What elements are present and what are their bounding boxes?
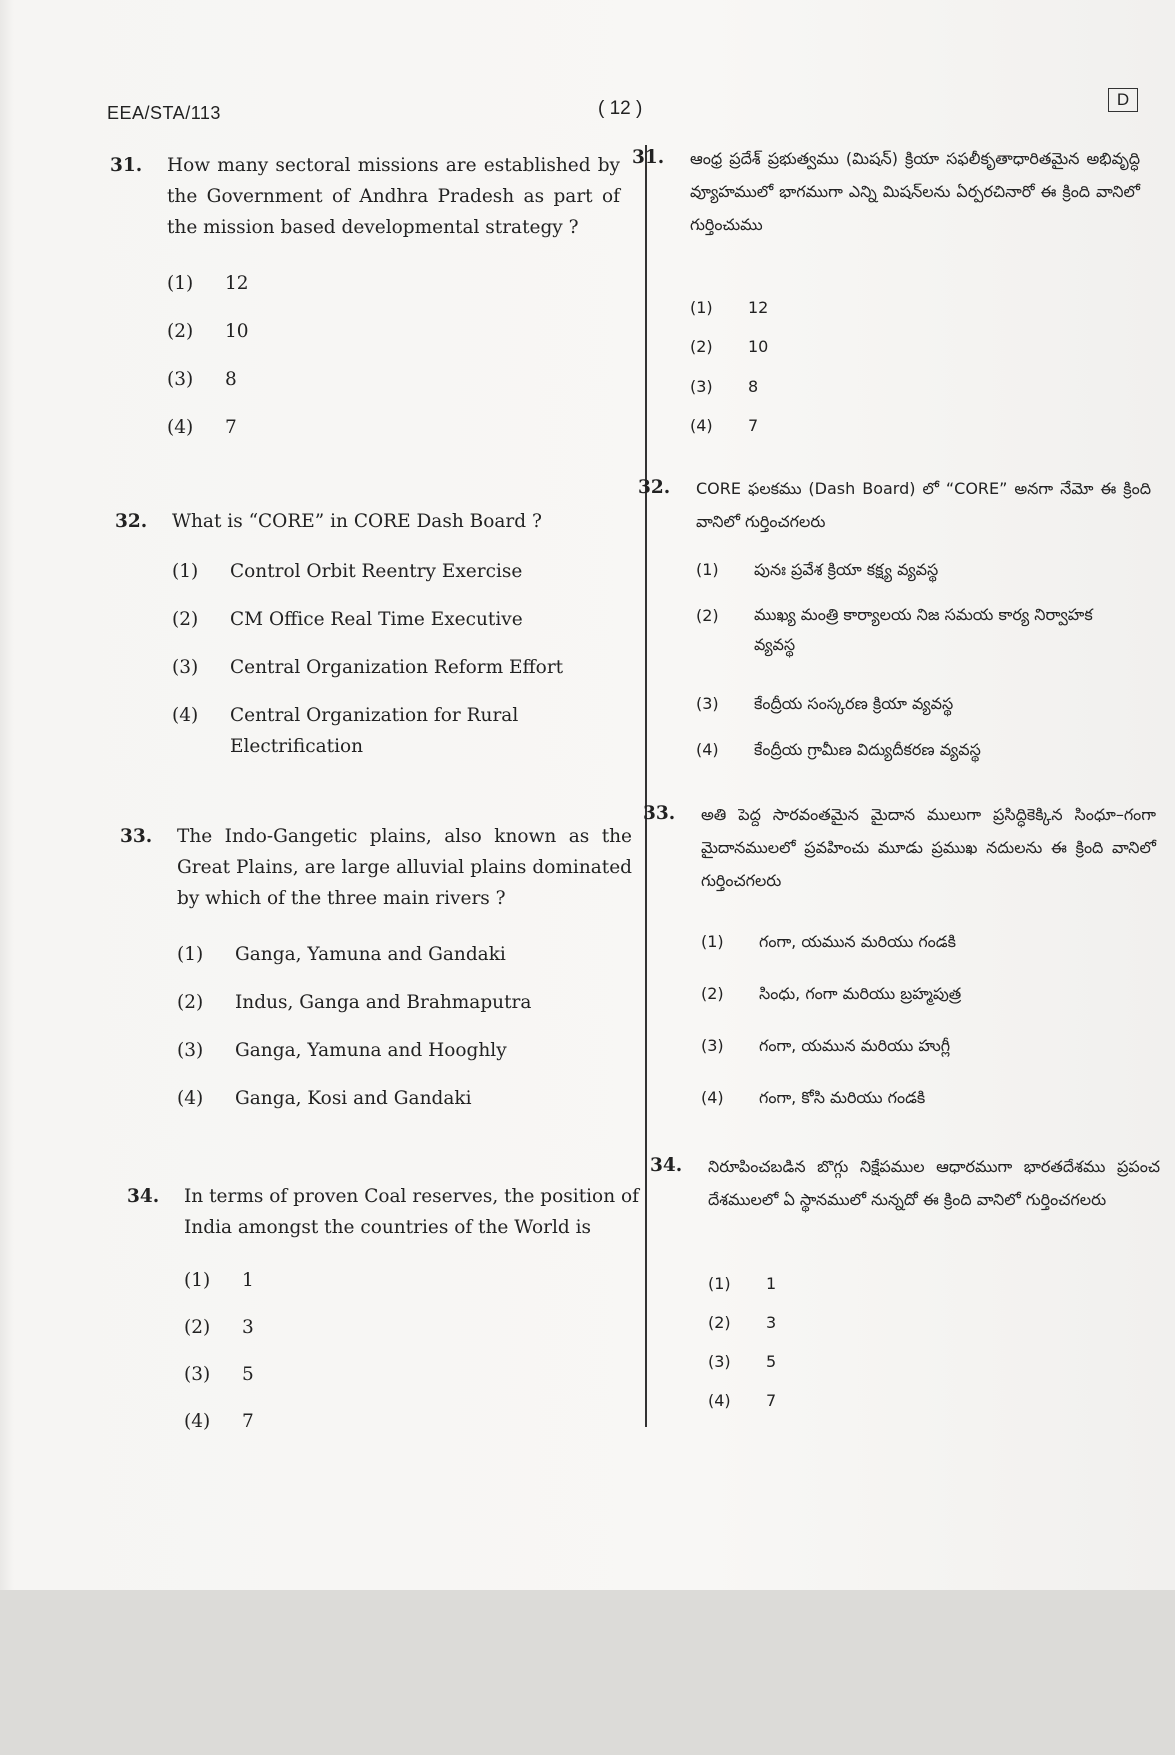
option-1 xyxy=(177,939,506,970)
option-text: Indus, Ganga and Brahmaputra xyxy=(235,992,532,1013)
option-4 xyxy=(167,412,237,443)
option-1 xyxy=(184,1265,254,1296)
question-text: The Indo-Gangetic plains, also known as the Great Plains, are large alluvial plains dominated by which of the three main rivers ? xyxy=(177,826,632,909)
option-text: 8 xyxy=(748,377,759,396)
question-text: అతి పెద్ద సారవంతమైన మైదాన ములుగా ప్రసిద్ధికెక్కిన సింధూ–గంగా మైదానములలో ప్రవహించు మూడు ప్రముఖ నదులను ఈ క్రింది వానిలో గుర్తించగలరు xyxy=(701,805,1156,890)
option-number: (2) xyxy=(690,337,713,356)
option-4 xyxy=(696,734,981,765)
option-number: (4) xyxy=(701,1088,724,1107)
option-number: (1) xyxy=(167,273,194,294)
option-text: 1 xyxy=(766,1274,777,1293)
option-number: (2) xyxy=(184,1317,211,1338)
option-2 xyxy=(177,987,531,1018)
option-1 xyxy=(701,926,956,957)
option-number: (1) xyxy=(172,561,199,582)
option-number: (2) xyxy=(177,992,204,1013)
option-2 xyxy=(708,1307,776,1338)
option-4 xyxy=(701,1082,925,1113)
option-number: (1) xyxy=(690,298,713,317)
option-text: CM Office Real Time Executive xyxy=(230,609,523,630)
column-divider xyxy=(645,145,647,1427)
question-number: 34. xyxy=(127,1186,160,1207)
option-4 xyxy=(690,410,758,441)
option-number: (4) xyxy=(172,705,199,726)
paper-code: EEA/STA/113 xyxy=(107,103,221,123)
option-text: 8 xyxy=(225,369,237,390)
question-number: 33. xyxy=(120,826,153,847)
option-number: (2) xyxy=(708,1313,731,1332)
question-number: 31. xyxy=(110,155,143,176)
option-text: 12 xyxy=(748,298,769,317)
option-number: (1) xyxy=(177,944,204,965)
option-2 xyxy=(184,1312,254,1343)
option-3 xyxy=(177,1035,507,1066)
option-1 xyxy=(172,556,522,587)
option-text: గంగా, కోసి మరియు గండకి xyxy=(759,1088,926,1107)
option-number: (1) xyxy=(696,560,719,579)
question-text: What is “CORE” in CORE Dash Board ? xyxy=(172,511,542,532)
option-number: (4) xyxy=(184,1411,211,1432)
option-text: 7 xyxy=(748,416,759,435)
option-4 xyxy=(172,700,627,762)
option-text: 5 xyxy=(766,1352,777,1371)
option-2 xyxy=(172,604,523,635)
question-text: How many sectoral missions are established by the Government of Andhra Pradesh as part of the mission based developmental strategy ? xyxy=(167,155,620,238)
option-3 xyxy=(708,1346,776,1377)
option-4 xyxy=(708,1385,776,1416)
option-3 xyxy=(690,371,758,402)
option-number: (3) xyxy=(167,369,194,390)
option-4 xyxy=(177,1083,472,1114)
option-2 xyxy=(167,316,249,347)
option-number: (1) xyxy=(184,1270,211,1291)
option-2 xyxy=(690,331,768,362)
option-text: Central Organization for Rural Electrification xyxy=(230,705,519,757)
option-3 xyxy=(184,1359,254,1390)
question-number: 31. xyxy=(632,147,665,168)
option-text: 1 xyxy=(242,1270,254,1291)
option-text: 12 xyxy=(225,273,249,294)
scan-bottom-edge xyxy=(0,1590,1175,1755)
option-number: (3) xyxy=(701,1036,724,1055)
option-3 xyxy=(696,688,953,719)
option-text: Control Orbit Reentry Exercise xyxy=(230,561,523,582)
option-text: Central Organization Reform Effort xyxy=(230,657,564,678)
option-text: కేంద్రీయ సంస్కరణ క్రియా వ్యవస్థ xyxy=(754,694,954,713)
option-text: 10 xyxy=(748,337,769,356)
option-number: (3) xyxy=(696,694,719,713)
booklet-set-box: D xyxy=(1108,88,1138,112)
option-text: ముఖ్య మంత్రి కార్యాలయ నిజ సమయ కార్య నిర్వాహక వ్యవస్థ xyxy=(754,605,1093,654)
option-text: 7 xyxy=(225,417,237,438)
question-text: నిరూపించబడిన బొగ్గు నిక్షేపముల ఆధారముగా భారతదేశము ప్రపంచ దేశములలో ఏ స్థానములో నున్నదో ఈ క్రింది వానిలో గుర్తించగలరు xyxy=(708,1157,1160,1209)
question-number: 32. xyxy=(638,477,671,498)
option-text: గంగా, యమున మరియు గండకి xyxy=(759,932,956,951)
option-text: 3 xyxy=(766,1313,777,1332)
question-text: CORE ఫలకము (Dash Board) లో “CORE” అనగా నేమో ఈ క్రింది వానిలో గుర్తించగలరు xyxy=(696,479,1151,531)
option-text: గంగా, యమున మరియు హుగ్లీ xyxy=(759,1036,951,1055)
option-1 xyxy=(696,554,938,585)
option-number: (4) xyxy=(177,1088,204,1109)
option-text: Ganga, Yamuna and Gandaki xyxy=(235,944,506,965)
option-text: సింధు, గంగా మరియు బ్రహ్మపుత్ర xyxy=(759,984,962,1003)
option-text: 3 xyxy=(242,1317,254,1338)
option-number: (3) xyxy=(690,377,713,396)
page-number: ( 12 ) xyxy=(598,98,643,119)
option-2 xyxy=(701,978,961,1009)
option-text: పునః ప్రవేశ క్రియా కక్ష్య వ్యవస్థ xyxy=(754,560,939,579)
option-number: (2) xyxy=(701,984,724,1003)
option-3 xyxy=(167,364,237,395)
option-text: Ganga, Yamuna and Hooghly xyxy=(235,1040,507,1061)
option-number: (4) xyxy=(167,417,194,438)
option-number: (4) xyxy=(690,416,713,435)
option-number: (2) xyxy=(172,609,199,630)
option-number: (3) xyxy=(184,1364,211,1385)
option-number: (2) xyxy=(696,606,719,625)
option-number: (3) xyxy=(172,657,199,678)
option-text: కేంద్రీయ గ్రామీణ విద్యుదీకరణ వ్యవస్థ xyxy=(754,740,981,759)
option-text: 7 xyxy=(766,1391,777,1410)
option-number: (4) xyxy=(708,1391,731,1410)
option-number: (1) xyxy=(701,932,724,951)
option-number: (4) xyxy=(696,740,719,759)
option-text: 10 xyxy=(225,321,249,342)
option-2 xyxy=(696,600,1151,660)
option-3 xyxy=(172,652,563,683)
option-1 xyxy=(167,268,249,299)
question-text: ఆంధ్ర ప్రదేశ్ ప్రభుత్వము (మిషన్) క్రియా సఫలీకృతాధారితమైన అభివృద్ధి వ్యూహములో భాగముగా ఎన్ని మిషన్‌లను ఏర్పరచినారో ఈ క్రింది వానిలో గుర్తించుము xyxy=(690,149,1140,234)
question-number: 33. xyxy=(643,803,676,824)
question-number: 32. xyxy=(115,511,148,532)
question-text: In terms of proven Coal reserves, the position of India amongst the countries of the World is xyxy=(184,1186,639,1238)
option-4 xyxy=(184,1406,254,1437)
option-number: (1) xyxy=(708,1274,731,1293)
option-3 xyxy=(701,1030,950,1061)
option-1 xyxy=(708,1268,776,1299)
option-text: Ganga, Kosi and Gandaki xyxy=(235,1088,472,1109)
option-text: 5 xyxy=(242,1364,254,1385)
option-number: (3) xyxy=(708,1352,731,1371)
option-text: 7 xyxy=(242,1411,254,1432)
option-1 xyxy=(690,292,768,323)
option-number: (3) xyxy=(177,1040,204,1061)
option-number: (2) xyxy=(167,321,194,342)
question-number: 34. xyxy=(650,1155,683,1176)
